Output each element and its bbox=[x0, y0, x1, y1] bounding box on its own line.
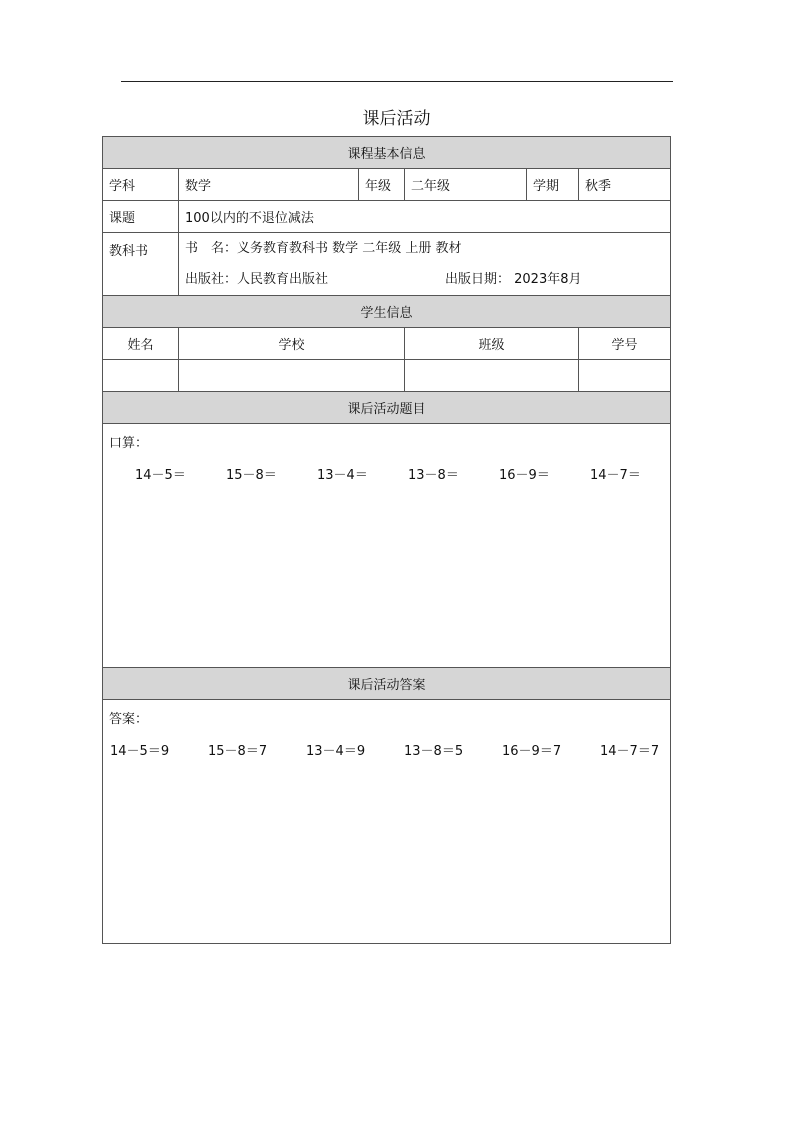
problem-item: 15－8＝ bbox=[226, 468, 277, 483]
term-label: 学期 bbox=[527, 169, 579, 201]
grade-label: 年级 bbox=[359, 169, 405, 201]
activity-sheet-table bbox=[102, 136, 671, 944]
answer-item: 14－5＝9 bbox=[110, 744, 170, 759]
answer-item: 13－4＝9 bbox=[306, 744, 366, 759]
name-column-header: 姓名 bbox=[103, 328, 179, 360]
activity-content bbox=[103, 424, 671, 668]
publisher: 出版社：人民教育出版社 bbox=[185, 272, 329, 287]
publication-date: 出版日期： 2023年8月 bbox=[445, 272, 582, 287]
grade-value: 二年级 bbox=[405, 169, 527, 201]
student-id-field[interactable] bbox=[579, 360, 671, 392]
header-rule bbox=[121, 81, 673, 82]
subject-label: 学科 bbox=[103, 169, 179, 201]
problem-item: 16－9＝ bbox=[499, 468, 550, 483]
problem-item: 14－5＝ bbox=[135, 468, 186, 483]
course-info-header: 课程基本信息 bbox=[103, 137, 671, 169]
subject-value: 数学 bbox=[179, 169, 359, 201]
topic-label: 课题 bbox=[103, 201, 179, 233]
class-column-header: 班级 bbox=[405, 328, 579, 360]
textbook-details bbox=[179, 233, 671, 296]
answers-content bbox=[103, 700, 671, 944]
topic-value: 100以内的不退位减法 bbox=[179, 201, 671, 233]
mental-math-label: 口算： bbox=[109, 436, 149, 451]
student-id-column-header: 学号 bbox=[579, 328, 671, 360]
problem-item: 13－4＝ bbox=[317, 468, 368, 483]
publisher-line bbox=[185, 264, 664, 295]
answer-item: 13－8＝5 bbox=[404, 744, 464, 759]
answers-header: 课后活动答案 bbox=[103, 668, 671, 700]
answer-item: 15－8＝7 bbox=[208, 744, 268, 759]
answers-label: 答案： bbox=[109, 712, 149, 727]
class-field[interactable] bbox=[405, 360, 579, 392]
activity-header: 课后活动题目 bbox=[103, 392, 671, 424]
school-column-header: 学校 bbox=[179, 328, 405, 360]
school-field[interactable] bbox=[179, 360, 405, 392]
document-title: 课后活动 bbox=[362, 109, 431, 129]
problem-item: 13－8＝ bbox=[408, 468, 459, 483]
answer-item: 16－9＝7 bbox=[502, 744, 562, 759]
textbook-label: 教科书 bbox=[103, 233, 179, 296]
name-field[interactable] bbox=[103, 360, 179, 392]
book-name: 书 名：义务教育教科书 数学 二年级 上册 教材 bbox=[185, 241, 462, 256]
answer-item: 14－7＝7 bbox=[600, 744, 660, 759]
problem-item: 14－7＝ bbox=[590, 468, 641, 483]
student-info-header: 学生信息 bbox=[103, 296, 671, 328]
term-value: 秋季 bbox=[579, 169, 671, 201]
